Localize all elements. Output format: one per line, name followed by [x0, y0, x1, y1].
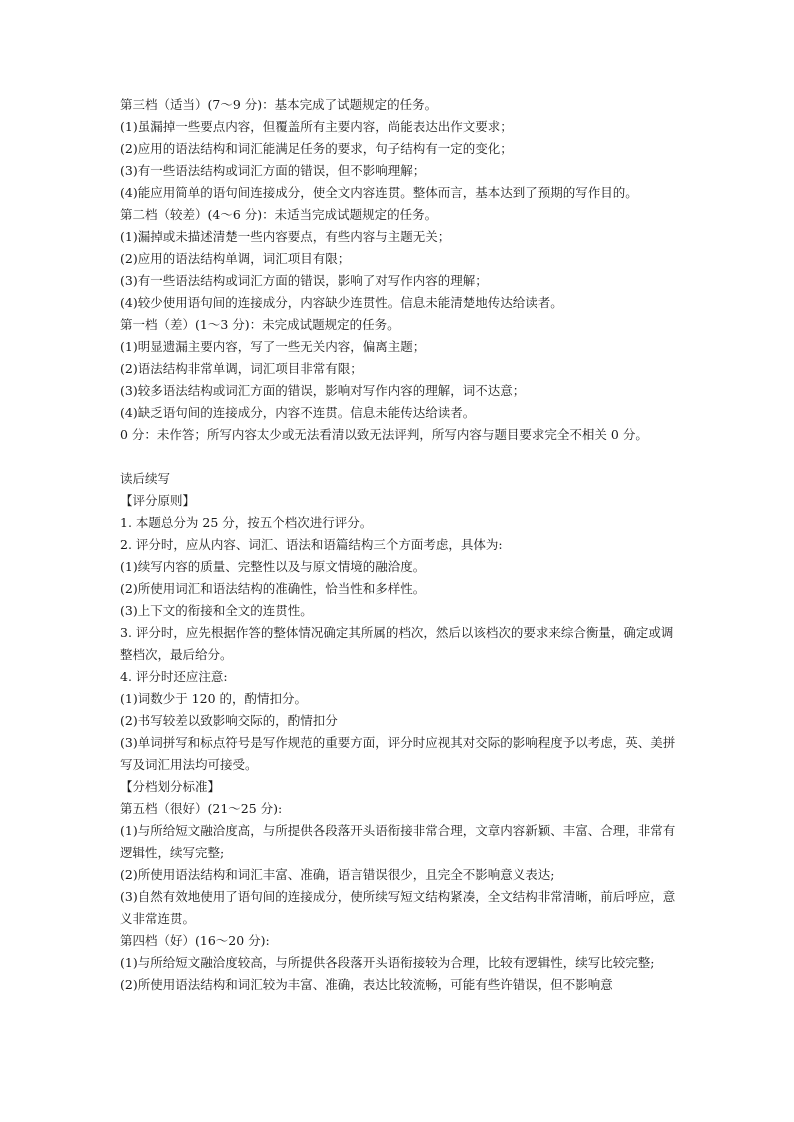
grade-1-item-4: (4)缺乏语句间的连接成分，内容不连贯。信息未能传达给读者。: [120, 405, 476, 420]
principle-2-item-3: (3)上下文的衔接和全文的连贯性。: [120, 603, 313, 618]
grade-3-item-1: (1)虽漏掉一些要点内容，但覆盖所有主要内容，尚能表达出作文要求；: [120, 119, 513, 134]
grade-0-rule: 0 分：未作答；所写内容太少或无法看清以致无法评判，所写内容与题目要求完全不相关 0 分。: [120, 427, 648, 442]
grade-1-item-3: (3)较多语法结构或词汇方面的错误，影响对写作内容的理解，词不达意；: [120, 383, 526, 398]
grade-5-item-3: (3)自然有效地使用了语句间的连接成分，使所续写短文结构紧凑，全文结构非常清晰，前后呼应，意义非常连贯。: [120, 889, 676, 926]
principle-2-item-2: (2)所使用词汇和语法结构的准确性，恰当性和多样性。: [120, 581, 426, 596]
scoring-principles-heading: 【评分原则】: [120, 493, 196, 508]
grade-5-heading: 第五档（很好）(21～25 分):: [120, 801, 283, 816]
grade-5-item-1: (1)与所给短文融洽度高，与所提供各段落开头语衔接非常合理，文章内容新颖、丰富、合理，非常有逻辑性，续写完整;: [120, 823, 676, 860]
principle-4-item-2: (2)书写较差以致影响交际的，酌情扣分: [120, 713, 338, 728]
writing-grade-section: [120, 94, 676, 446]
principle-3: 3. 评分时，应先根据作答的整体情况确定其所属的档次，然后以该档次的要求来综合衡量，确定或调整档次，最后给分。: [120, 625, 674, 662]
grade-2-item-3: (3)有一些语法结构或词汇方面的错误，影响了对写作内容的理解；: [120, 273, 488, 288]
grade-4-item-1: (1)与所给短文融洽度较高，与所提供各段落开头语衔接较为合理，比较有逻辑性，续写比较完整;: [120, 955, 655, 970]
grade-3-item-3: (3)有一些语法结构或词汇方面的错误，但不影响理解；: [120, 163, 426, 178]
grade-1-heading: 第一档（差）(1～3 分)：未完成试题规定的任务。: [120, 317, 400, 332]
principle-4: 4. 评分时还应注意:: [120, 669, 228, 684]
principle-4-item-3: (3)单词拼写和标点符号是写作规范的重要方面，评分时应视其对交际的影响程度予以考虑，英、美拼写及词汇用法均可接受。: [120, 735, 676, 772]
grade-4-item-2: (2)所使用语法结构和词汇较为丰富、准确，表达比较流畅，可能有些许错误，但不影响意: [120, 977, 613, 992]
principle-4-item-1: (1)词数少于 120 的，酌情扣分。: [120, 691, 308, 706]
continuation-writing-section: [120, 468, 676, 996]
grade-2-item-2: (2)应用的语法结构单调，词汇项目有限；: [120, 251, 351, 266]
grade-2-item-1: (1)漏掉或未描述清楚一些内容要点，有些内容与主题无关；: [120, 229, 451, 244]
grade-2-heading: 第二档（较差）(4～6 分)：未适当完成试题规定的任务。: [120, 207, 438, 222]
grade-3-item-2: (2)应用的语法结构和词汇能满足任务的要求，句子结构有一定的变化；: [120, 141, 513, 156]
principle-2: 2. 评分时，应从内容、词汇、语法和语篇结构三个方面考虑，具体为:: [120, 537, 503, 552]
grade-5-item-2: (2)所使用语法结构和词汇丰富、准确，语言错误很少，且完全不影响意义表达;: [120, 867, 555, 882]
grading-standards-heading: 【分档划分标准】: [120, 779, 221, 794]
grade-1-item-1: (1)明显遗漏主要内容，写了一些无关内容，偏离主题；: [120, 339, 426, 354]
grade-1-item-2: (2)语法结构非常单调，词汇项目非常有限；: [120, 361, 363, 376]
section-spacer: [120, 446, 676, 468]
section-title: 读后续写: [120, 471, 171, 486]
grade-2-item-4: (4)较少使用语句间的连接成分，内容缺少连贯性。信息未能清楚地传达给读者。: [120, 295, 563, 310]
principle-1: 1. 本题总分为 25 分，按五个档次进行评分。: [120, 515, 373, 530]
grade-3-heading: 第三档（适当）(7～9 分)：基本完成了试题规定的任务。: [120, 97, 438, 112]
principle-2-item-1: (1)续写内容的质量、完整性以及与原文情境的融洽度。: [120, 559, 426, 574]
grade-4-heading: 第四档（好）(16～20 分):: [120, 933, 270, 948]
document-body: [120, 94, 676, 996]
grade-3-item-4: (4)能应用简单的语句间连接成分，使全文内容连贯。整体而言，基本达到了预期的写作目的。: [120, 185, 638, 200]
